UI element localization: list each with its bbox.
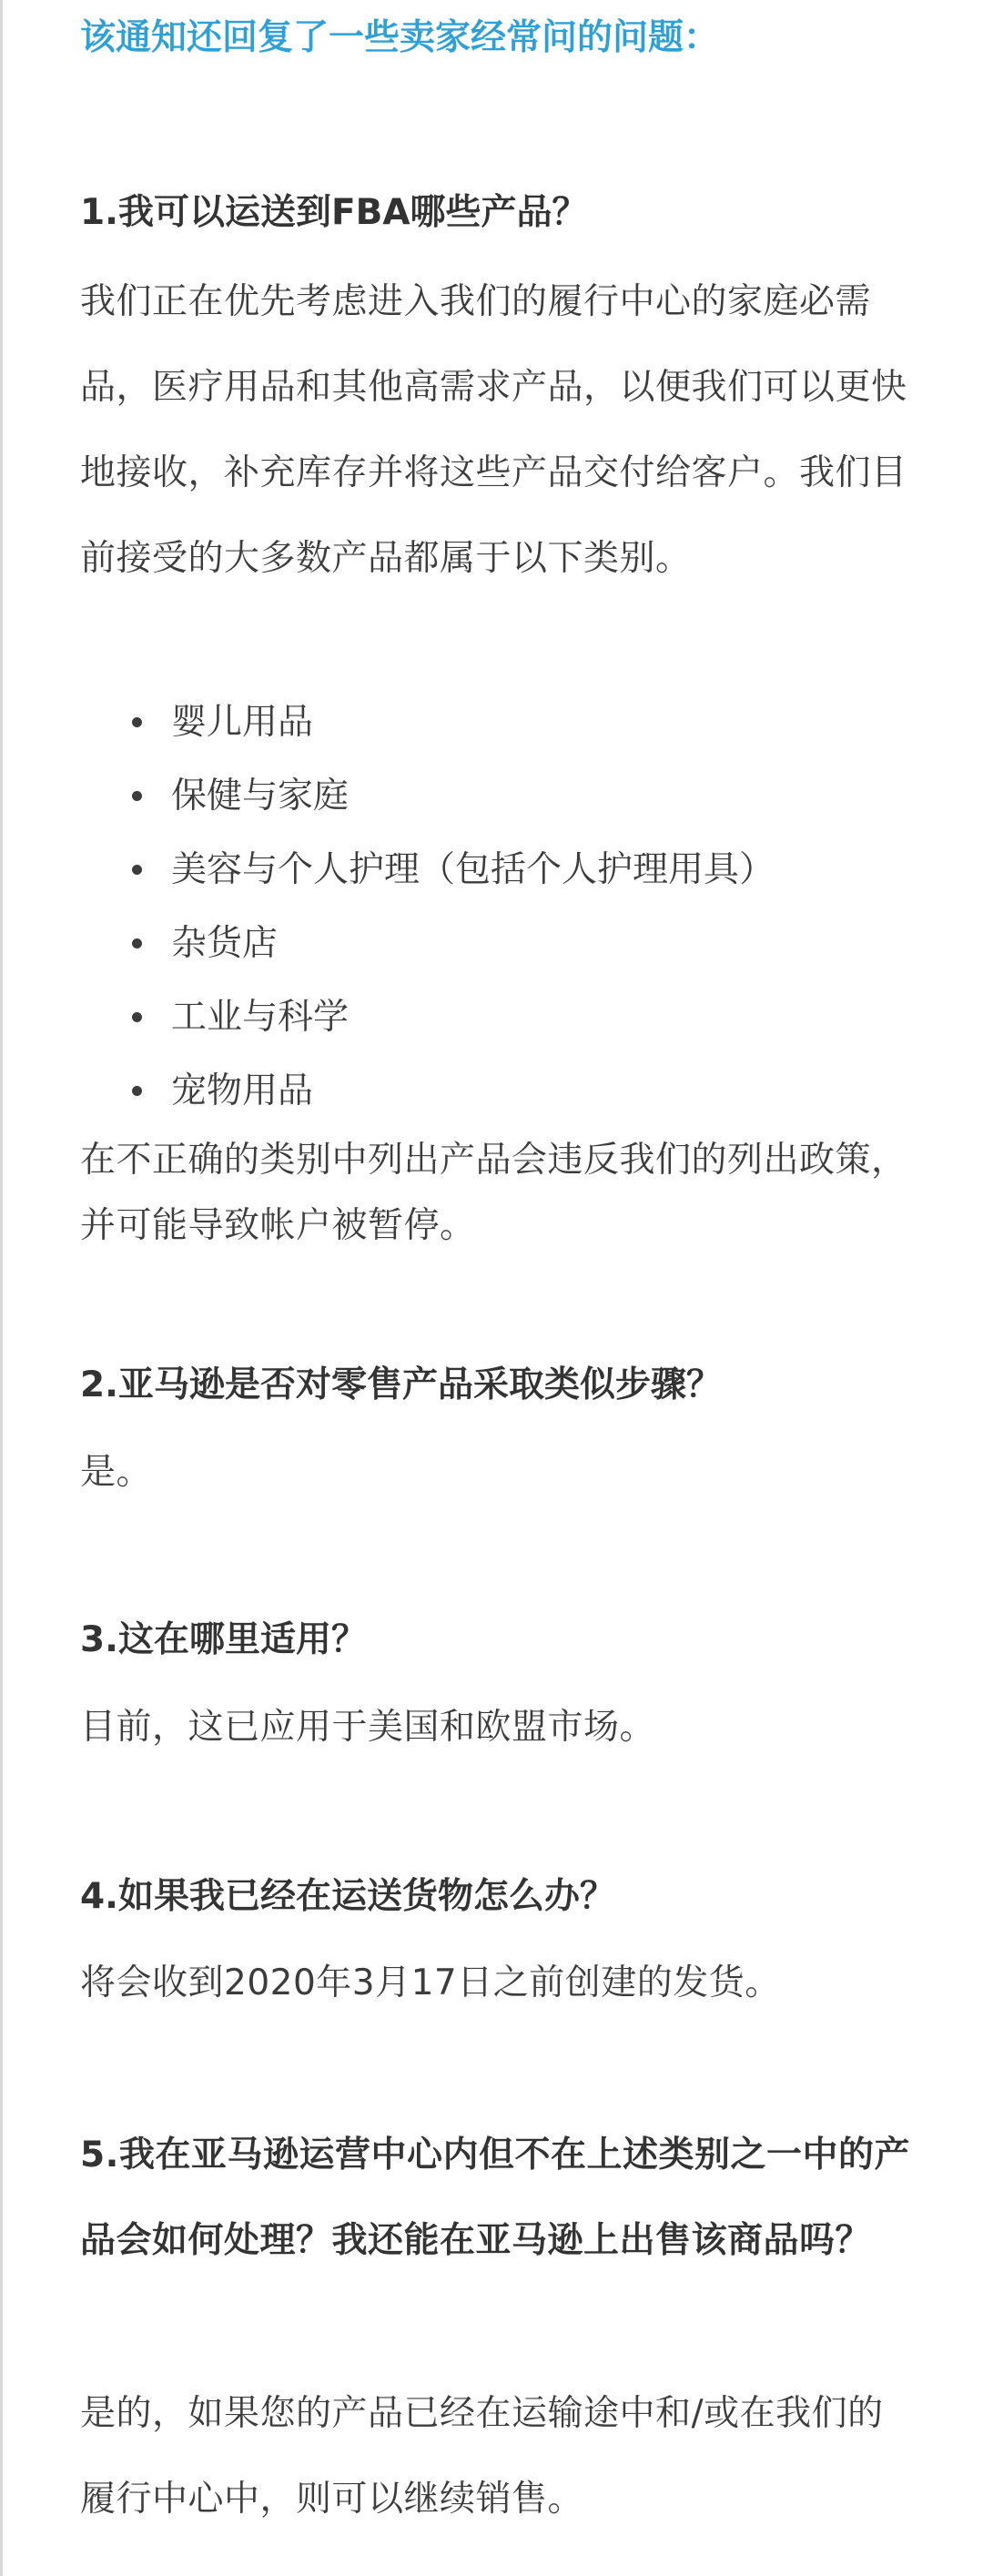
answer-2: 是。 bbox=[80, 1452, 153, 1493]
list-item bbox=[80, 980, 775, 1054]
bullet-dot-icon bbox=[132, 791, 142, 801]
list-item bbox=[80, 907, 775, 980]
category-label: 保健与家庭 bbox=[171, 776, 350, 816]
category-label: 工业与科学 bbox=[171, 997, 350, 1038]
bullet-dot-icon bbox=[132, 865, 142, 875]
category-label: 宠物用品 bbox=[171, 1070, 314, 1111]
bullet-dot-icon bbox=[132, 1012, 142, 1022]
question-5: 5.我在亚马逊运营中心内但不在上述类别之一中的产品会如何处理？我还能在亚马逊上出售该商品吗？ bbox=[80, 2135, 910, 2261]
left-border bbox=[0, 0, 3, 2576]
bullet-dot-icon bbox=[132, 1086, 142, 1096]
category-label: 美容与个人护理（包括个人护理用具） bbox=[171, 849, 775, 890]
bullet-dot-icon bbox=[132, 717, 142, 727]
answer-5: 是的，如果您的产品已经在运输途中和/或在我们的履行中心中，则可以继续销售。 bbox=[80, 2393, 884, 2520]
list-item bbox=[80, 833, 775, 907]
policy-note: 在不正确的类别中列出产品会违反我们的列出政策，并可能导致帐户被暂停。 bbox=[80, 1140, 907, 1246]
answer-3: 目前，这已应用于美国和欧盟市场。 bbox=[80, 1707, 656, 1748]
question-1: 1.我可以运送到FBA哪些产品？ bbox=[80, 192, 588, 233]
list-item bbox=[80, 759, 775, 833]
list-item bbox=[80, 685, 775, 759]
category-label: 婴儿用品 bbox=[171, 702, 314, 743]
answer-4: 将会收到2020年3月17日之前创建的发货。 bbox=[80, 1962, 781, 2003]
question-3: 3.这在哪里适用？ bbox=[80, 1619, 367, 1660]
answer-1: 我们正在优先考虑进入我们的履行中心的家庭必需品，医疗用品和其他高需求产品，以便我们可以更快地接收，补充库存并将这些产品交付给客户。我们目前接受的大多数产品都属于以下类别。 bbox=[80, 281, 907, 579]
intro-heading: 该通知还回复了一些卖家经常问的问题： bbox=[80, 17, 720, 58]
category-label: 杂货店 bbox=[171, 923, 279, 964]
list-item bbox=[80, 1054, 775, 1128]
bullet-dot-icon bbox=[132, 938, 142, 948]
question-2: 2.亚马逊是否对零售产品采取类似步骤？ bbox=[80, 1364, 722, 1405]
category-list bbox=[80, 685, 775, 1128]
question-4: 4.如果我已经在运送货物怎么办？ bbox=[80, 1876, 615, 1917]
